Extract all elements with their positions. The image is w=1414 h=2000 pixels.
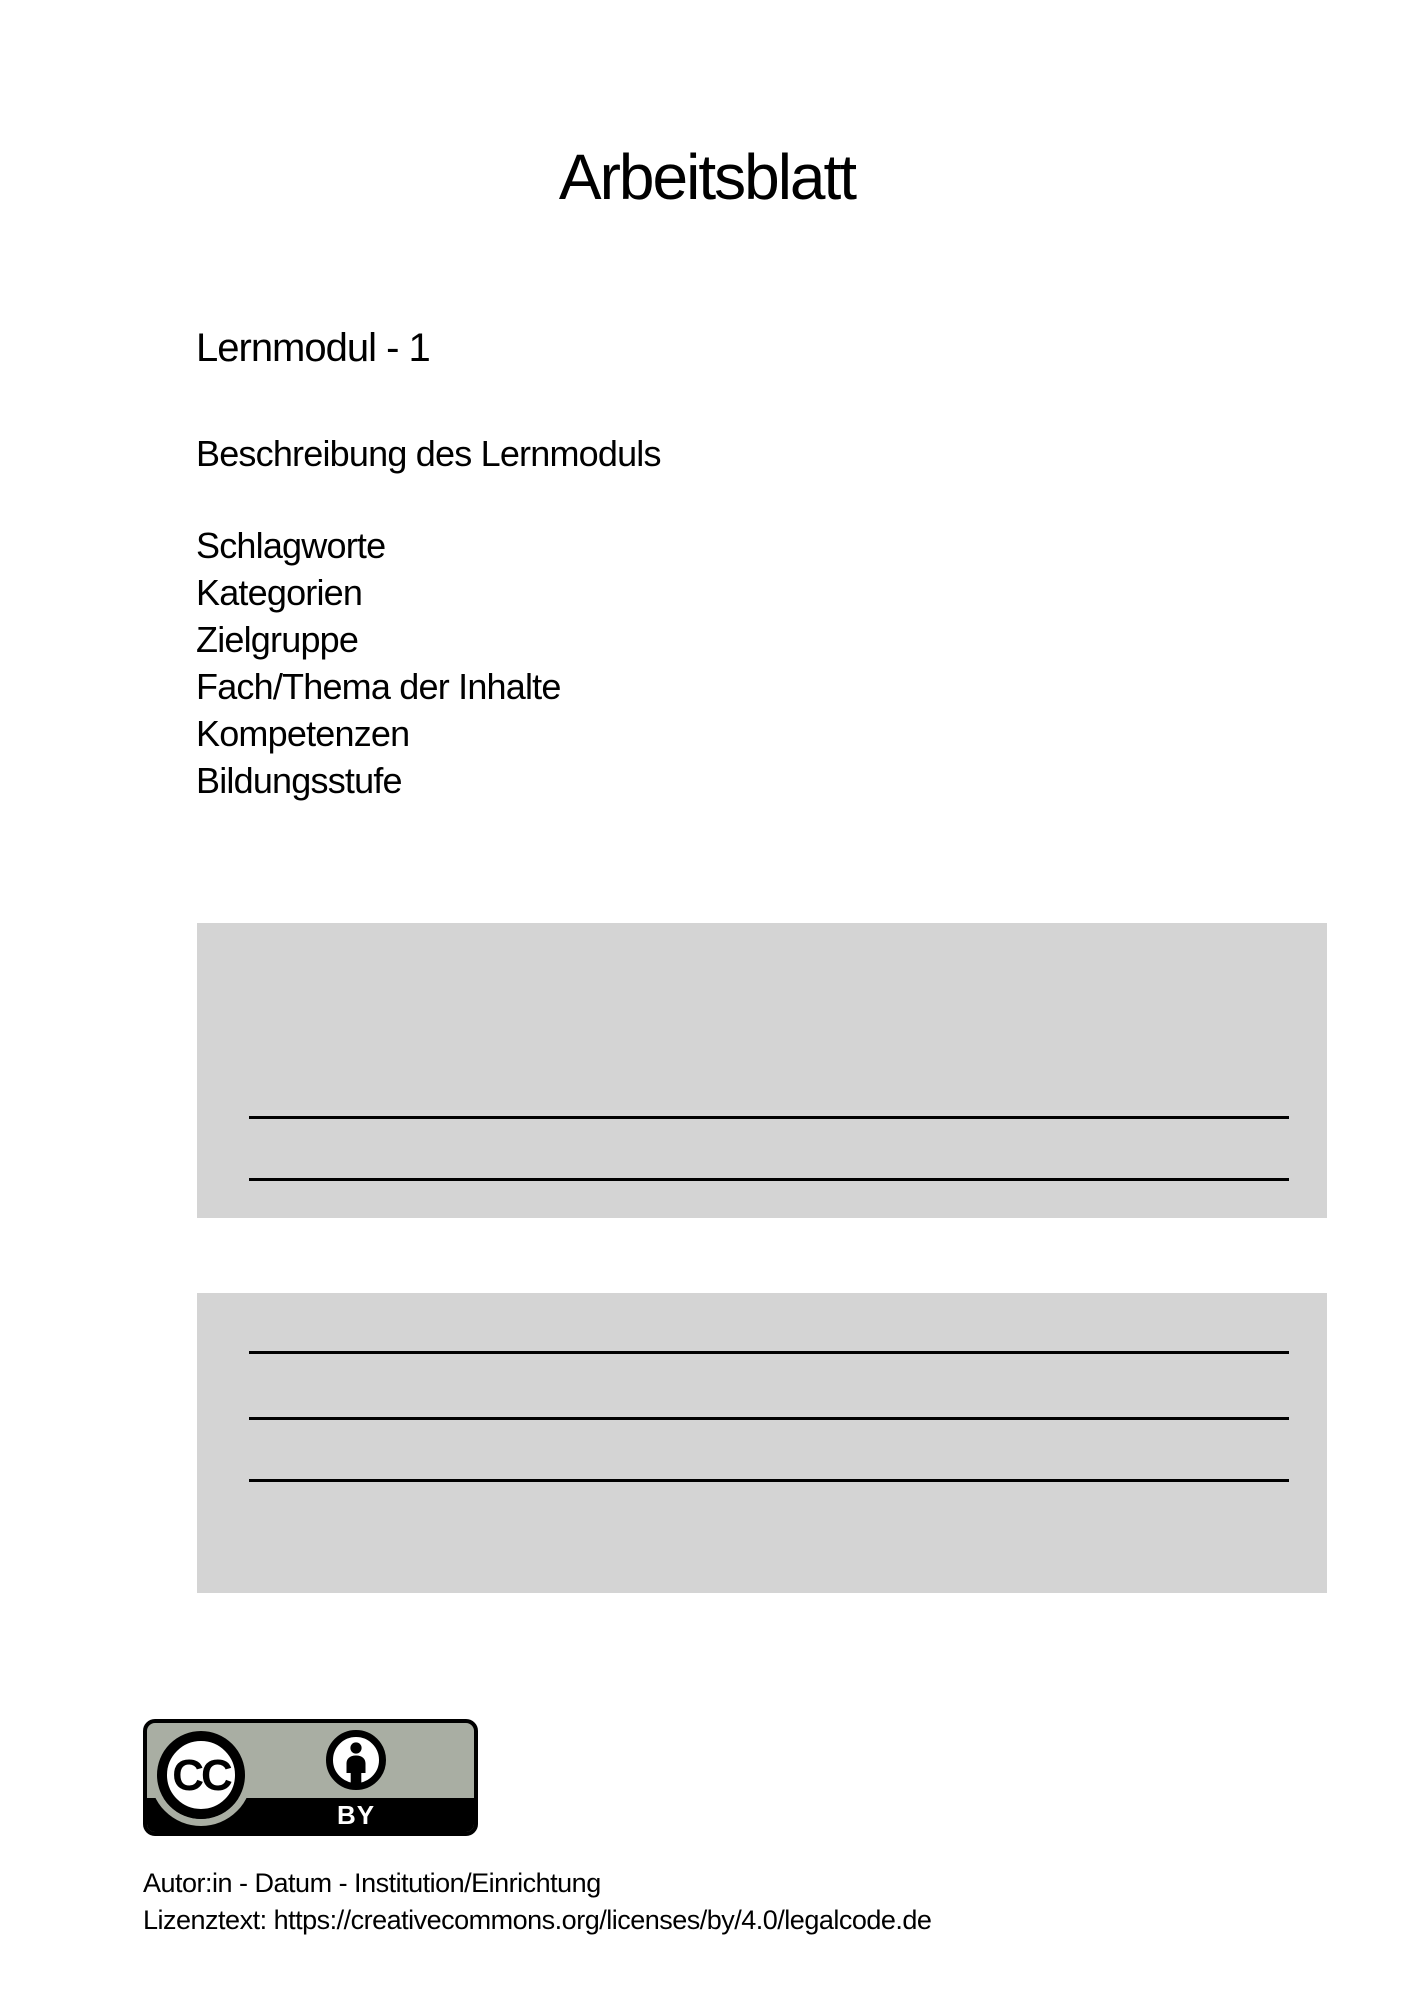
attribution-person-icon bbox=[326, 1730, 386, 1790]
writing-line bbox=[249, 1479, 1289, 1482]
metadata-field-bildungsstufe: Bildungsstufe bbox=[196, 760, 402, 801]
writing-line bbox=[249, 1351, 1289, 1354]
writing-line bbox=[249, 1178, 1289, 1181]
license-url-line: Lizenztext: https://creativecommons.org/licenses/by/4.0/legalcode.de bbox=[143, 1905, 932, 1935]
cc-logo-icon bbox=[157, 1731, 245, 1819]
metadata-field-schlagworte: Schlagworte bbox=[196, 525, 386, 566]
metadata-field-kompetenzen: Kompetenzen bbox=[196, 713, 410, 754]
metadata-field-list bbox=[196, 522, 561, 804]
metadata-field-fach-thema: Fach/Thema der Inhalte bbox=[196, 666, 561, 707]
answer-box-1 bbox=[197, 923, 1327, 1218]
page-title: Arbeitsblatt bbox=[558, 141, 856, 213]
cc-by-badge[interactable] bbox=[143, 1719, 478, 1836]
by-label: BY bbox=[336, 1800, 376, 1830]
author-line: Autor:in - Datum - Institution/Einrichtung bbox=[143, 1868, 601, 1898]
answer-box-2 bbox=[197, 1293, 1327, 1593]
cc-logo-letters: CC bbox=[172, 1751, 230, 1800]
module-heading: Lernmodul - 1 bbox=[196, 326, 430, 370]
writing-line bbox=[249, 1417, 1289, 1420]
module-description: Beschreibung des Lernmoduls bbox=[196, 433, 661, 474]
license-attribution-block bbox=[143, 1865, 931, 1939]
writing-line bbox=[249, 1116, 1289, 1119]
metadata-field-kategorien: Kategorien bbox=[196, 572, 363, 613]
metadata-field-zielgruppe: Zielgruppe bbox=[196, 619, 359, 660]
